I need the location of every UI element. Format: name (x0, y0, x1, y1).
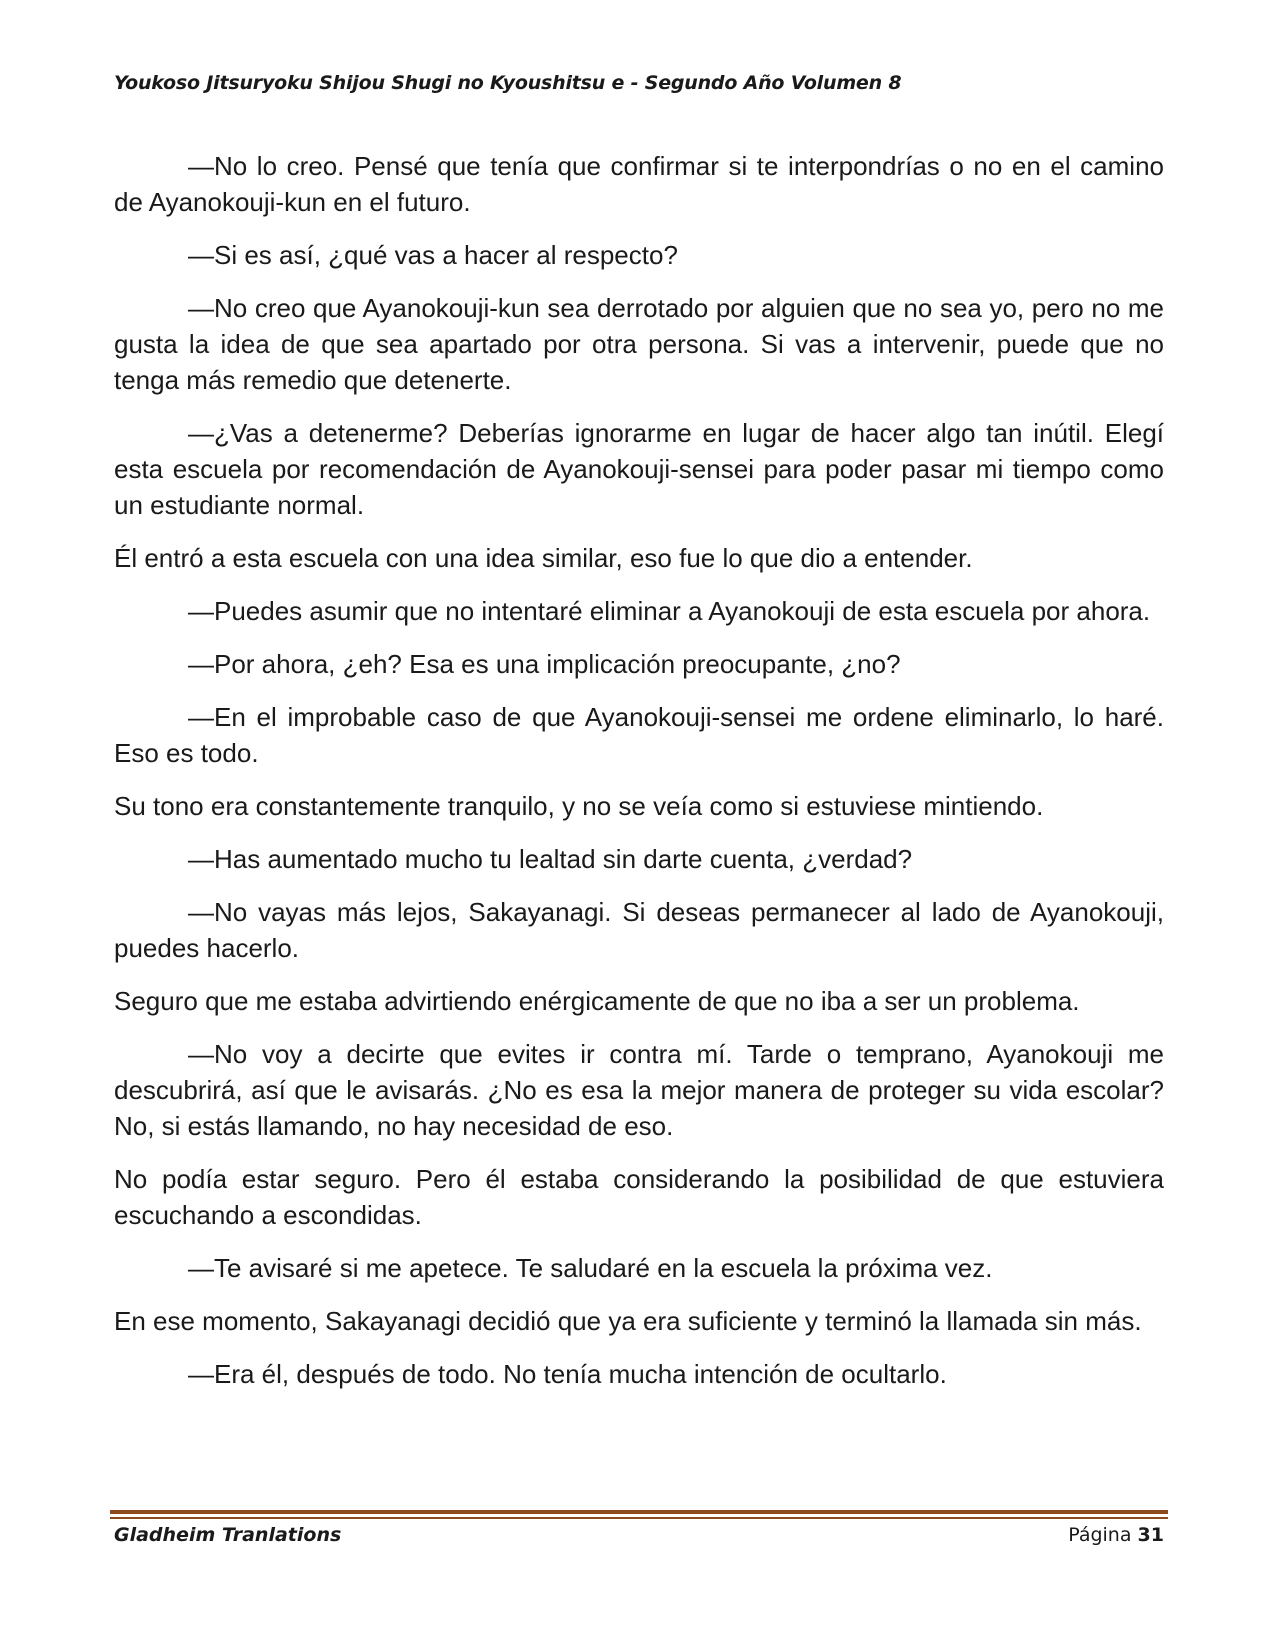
paragraph: Él entró a esta escuela con una idea similar, eso fue lo que dio a entender. (114, 543, 973, 573)
paragraph: No podía estar seguro. Pero él estaba considerando la posibilidad de que estuviera escuchando a escondidas. (114, 1164, 1164, 1230)
paragraph: —¿Vas a detenerme? Deberías ignorarme en lugar de hacer algo tan inútil. Elegí esta escuela por recomendación de Ayanokouji-sensei para poder pasar mi tiempo como un estudiante normal. (114, 418, 1164, 520)
paragraph: —No vayas más lejos, Sakayanagi. Si deseas permanecer al lado de Ayanokouji, puedes hacerlo. (114, 897, 1164, 963)
paragraph: —Si es así, ¿qué vas a hacer al respecto? (188, 240, 678, 270)
paragraph: Su tono era constantemente tranquilo, y no se veía como si estuviese mintiendo. (114, 791, 1044, 821)
body-text (114, 148, 1164, 1409)
paragraph: —Has aumentado mucho tu lealtad sin darte cuenta, ¿verdad? (188, 844, 913, 874)
page-number: 31 (1137, 1524, 1164, 1546)
paragraph: En ese momento, Sakayanagi decidió que ya era suficiente y terminó la llamada sin más. (114, 1306, 1142, 1336)
footer-divider (110, 1510, 1168, 1519)
page-number-label (1068, 1524, 1164, 1546)
running-header: Youkoso Jitsuryoku Shijou Shugi no Kyoushitsu e - Segundo Año Volumen 8 (114, 72, 902, 94)
paragraph: —En el improbable caso de que Ayanokouji-sensei me ordene eliminarlo, lo haré. Eso es todo. (114, 702, 1164, 768)
paragraph: —No voy a decirte que evites ir contra mí. Tarde o temprano, Ayanokouji me descubrirá, así que le avisarás. ¿No es esa la mejor manera de proteger su vida escolar? No, si estás llamando, no hay necesidad de eso. (114, 1039, 1164, 1141)
paragraph: —Por ahora, ¿eh? Esa es una implicación preocupante, ¿no? (188, 649, 901, 679)
page-label: Página (1068, 1524, 1132, 1546)
paragraph: —Puedes asumir que no intentaré eliminar a Ayanokouji de esta escuela por ahora. (188, 596, 1151, 626)
paragraph: —Era él, después de todo. No tenía mucha intención de ocultarlo. (188, 1359, 947, 1389)
paragraph: —No creo que Ayanokouji-kun sea derrotado por alguien que no sea yo, pero no me gusta la idea de que sea apartado por otra persona. Si vas a intervenir, puede que no tenga más remedio que detenerte. (114, 293, 1164, 395)
paragraph: —Te avisaré si me apetece. Te saludaré en la escuela la próxima vez. (188, 1253, 993, 1283)
paragraph: —No lo creo. Pensé que tenía que confirmar si te interpondrías o no en el camino de Ayanokouji-kun en el futuro. (114, 151, 1164, 217)
footer-credit: Gladheim Tranlations (114, 1524, 342, 1546)
paragraph: Seguro que me estaba advirtiendo enérgicamente de que no iba a ser un problema. (114, 986, 1080, 1016)
